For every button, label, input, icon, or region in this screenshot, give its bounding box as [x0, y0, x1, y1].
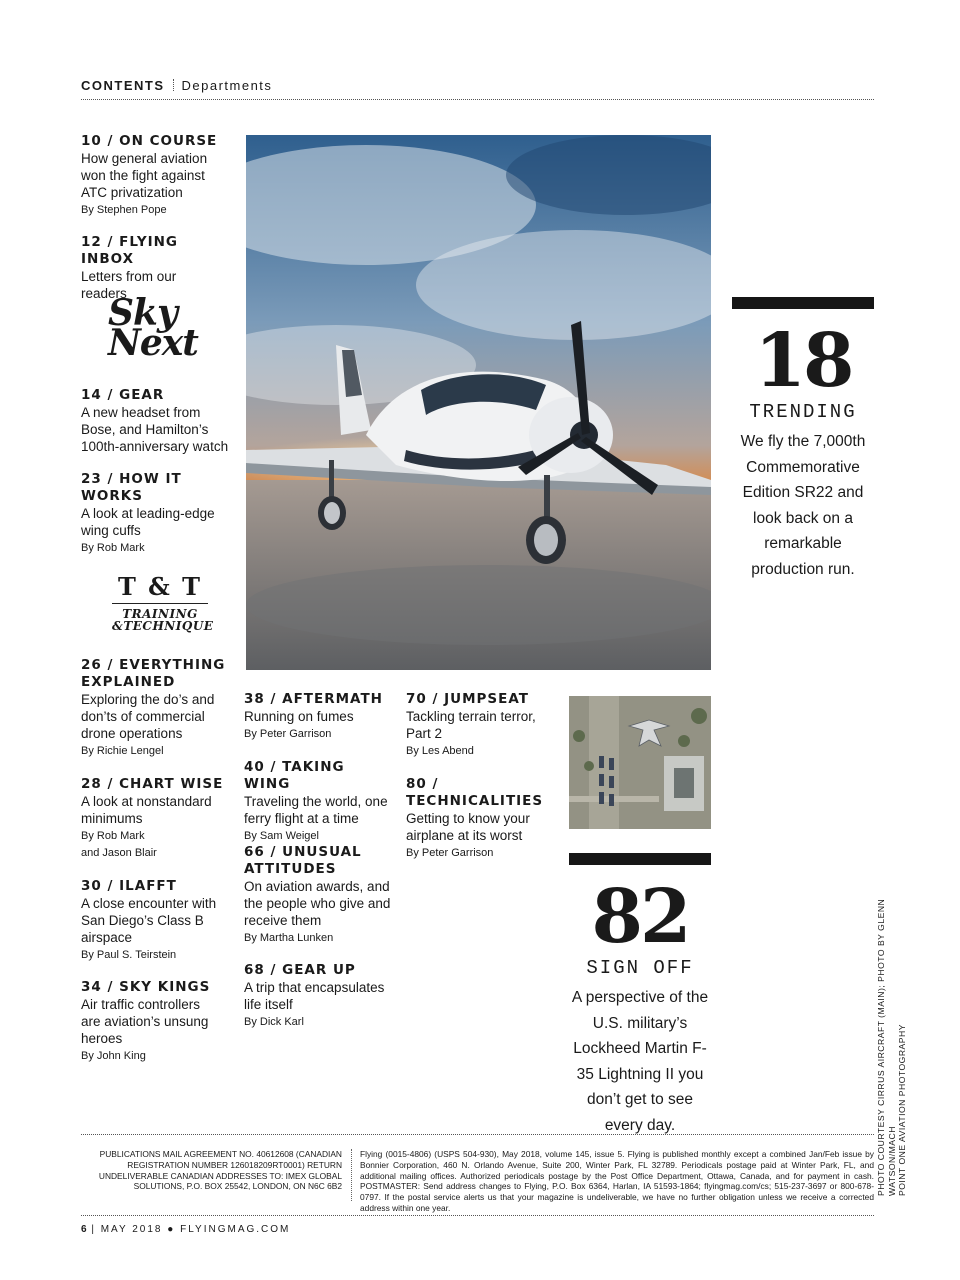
entry-title: 38 / AFTERMATH [244, 691, 383, 707]
mail-agreement-text: PUBLICATIONS MAIL AGREEMENT NO. 40612608 (CANADIAN REGISTRATION NUMBER 126018209RT0001) RETURN UNDELIVERABLE CANADIAN ADDRESSES TO: IMEX GLOBAL SOLUTIONS, P.O. BOX 25542, LONDON, ON N6C 6B2 [98, 1149, 342, 1192]
toc-entry-taking-wing[interactable] [244, 759, 394, 845]
feature-page-number: 82 [591, 874, 689, 960]
section-header [81, 78, 874, 100]
header-divider [173, 79, 174, 91]
feature-label: TRENDING [749, 401, 857, 423]
entry-title: 30 / ILAFFT [81, 878, 177, 894]
entry-description: A new headset from Bose, and Hamilton’s 100th-anniversary watch [81, 405, 229, 454]
entry-byline: By Peter Garrison [244, 728, 332, 740]
entry-title: 26 / EVERYTHING EXPLAINED [81, 657, 226, 690]
aircraft-illustration [246, 135, 711, 670]
entry-byline: By Stephen Pope [81, 204, 167, 216]
page-number: 6 [81, 1224, 87, 1235]
entry-description: A look at nonstandard minimums [81, 794, 212, 826]
training-technique-logo: T & T TRAINING &TECHNIQUE [112, 572, 214, 633]
feature-description: A perspective of the U.S. military’s Lockheed Martin F-35 Lightning II you don’t get to see every day. [571, 989, 709, 1134]
entry-description: Getting to know your airplane at its worst [406, 811, 530, 843]
toc-entry-ilafft[interactable] [81, 878, 231, 964]
entry-title: 40 / TAKING WING [244, 759, 345, 792]
contents-label: CONTENTS [81, 78, 165, 93]
entry-title: 23 / HOW IT WORKS [81, 471, 182, 504]
entry-title: 80 / TECHNICALITIES [406, 776, 544, 809]
footer-rule-top [81, 1134, 874, 1135]
entry-title: 68 / GEAR UP [244, 962, 356, 978]
toc-entry-technicalities[interactable] [406, 776, 556, 862]
entry-title: 34 / SKY KINGS [81, 979, 211, 995]
entry-description: Exploring the do’s and don’ts of commercial drone operations [81, 692, 215, 741]
entry-title: 66 / UNUSUAL ATTITUDES [244, 844, 362, 877]
entry-byline: By Martha Lunken [244, 932, 334, 944]
entry-title: 28 / CHART WISE [81, 776, 224, 792]
photo-credit: PHOTO COURTESY CIRRUS AIRCRAFT (MAIN); PHOTO BY GLENN WATSON/MACH POINT ONE AVIATION PHOTOGRAPHY [876, 898, 907, 1196]
website[interactable]: FLYINGMAG.COM [180, 1224, 291, 1235]
feature-trending[interactable] [732, 297, 874, 582]
toc-entry-unusual-attitudes[interactable] [244, 844, 394, 947]
issue-date: MAY 2018 [100, 1224, 163, 1235]
feature-bar [569, 853, 711, 865]
entry-description: Traveling the world, one ferry flight at a time [244, 794, 388, 826]
feature-description: We fly the 7,000th Commemorative Edition SR22 and look back on a remarkable production run. [740, 433, 866, 578]
entry-description: A look at leading-edge wing cuffs [81, 506, 215, 538]
entry-byline-continued: and Jason Blair [81, 847, 157, 859]
feature-bar [732, 297, 874, 309]
entry-byline: By Dick Karl [244, 1016, 304, 1028]
section-label: Departments [181, 78, 273, 93]
entry-byline: By Rob Mark [81, 830, 145, 842]
toc-entry-gear-up[interactable] [244, 962, 394, 1031]
entry-description: Running on fumes [244, 709, 354, 724]
toc-entry-sky-kings[interactable] [81, 979, 221, 1065]
entry-byline: By Paul S. Teirstein [81, 949, 177, 961]
feature-page-number: 18 [754, 318, 852, 404]
toc-entry-aftermath[interactable] [244, 691, 394, 743]
entry-description: A trip that encapsulates life itself [244, 980, 385, 1012]
feature-label: SIGN OFF [586, 957, 694, 979]
toc-entry-chart-wise[interactable] [81, 776, 231, 862]
feature-sign-off[interactable] [569, 853, 711, 1138]
entry-title: 70 / JUMPSEAT [406, 691, 529, 707]
entry-title: 10 / ON COURSE [81, 133, 218, 149]
cover-aircraft-photo[interactable] [246, 135, 711, 670]
entry-description: Letters from our readers [81, 269, 177, 301]
entry-description: How general aviation won the fight against ATC privatization [81, 151, 208, 200]
entry-byline: By Peter Garrison [406, 847, 494, 859]
f35-aerial-thumbnail[interactable] [569, 696, 711, 829]
page-footer: 6 | MAY 2018 ● FLYINGMAG.COM [81, 1224, 291, 1235]
publication-statement: Flying (0015-4806) (USPS 504-930), May 2018, volume 145, issue 5. Flying is published monthly except a combined Jan/Feb issue by Bonnier Corporation, 460 N. Orlando Avenue, Suite 200, Winter Park, FL 32789. Periodicals postage paid at Winter Park, FL, and additional mailing offices. Authorized periodicals postage by the Post Office Department, Ottawa, Canada, and for payment in cash. POSTMASTER: Send address changes to Flying, P.O. Box 6364, Harlan, IA 51593-1864; flyingmag.com/cs; 515-237-3697 or 800-678-0797. If the postal service alerts us that your magazine is undeliverable, we have no further obligation unless we receive a corrected address within one year. [360, 1149, 874, 1213]
aerial-illustration [569, 696, 711, 829]
footer-rule-bottom [81, 1215, 874, 1216]
entry-title: 14 / GEAR [81, 387, 165, 403]
toc-entry-everything-explained[interactable] [81, 657, 231, 760]
entry-byline: By John King [81, 1050, 146, 1062]
entry-description: Tackling terrain terror, Part 2 [406, 709, 536, 741]
entry-byline: By Richie Lengel [81, 745, 164, 757]
entry-description: On aviation awards, and the people who give and receive them [244, 879, 391, 928]
entry-title: 12 / FLYING INBOX [81, 234, 179, 267]
entry-byline: By Sam Weigel [244, 830, 319, 842]
footer-divider [351, 1149, 352, 1201]
entry-byline: By Rob Mark [81, 542, 145, 554]
entry-byline: By Les Abend [406, 745, 474, 757]
toc-entry-gear[interactable] [81, 387, 231, 455]
entry-description: Air traffic controllers are aviation’s unsung heroes [81, 997, 209, 1046]
skynext-logo: Sky Next [108, 292, 198, 364]
entry-description: A close encounter with San Diego’s Class B airspace [81, 896, 217, 945]
toc-entry-on-course[interactable] [81, 133, 231, 219]
toc-entry-jumpseat[interactable] [406, 691, 556, 760]
toc-entry-how-it-works[interactable] [81, 471, 221, 557]
